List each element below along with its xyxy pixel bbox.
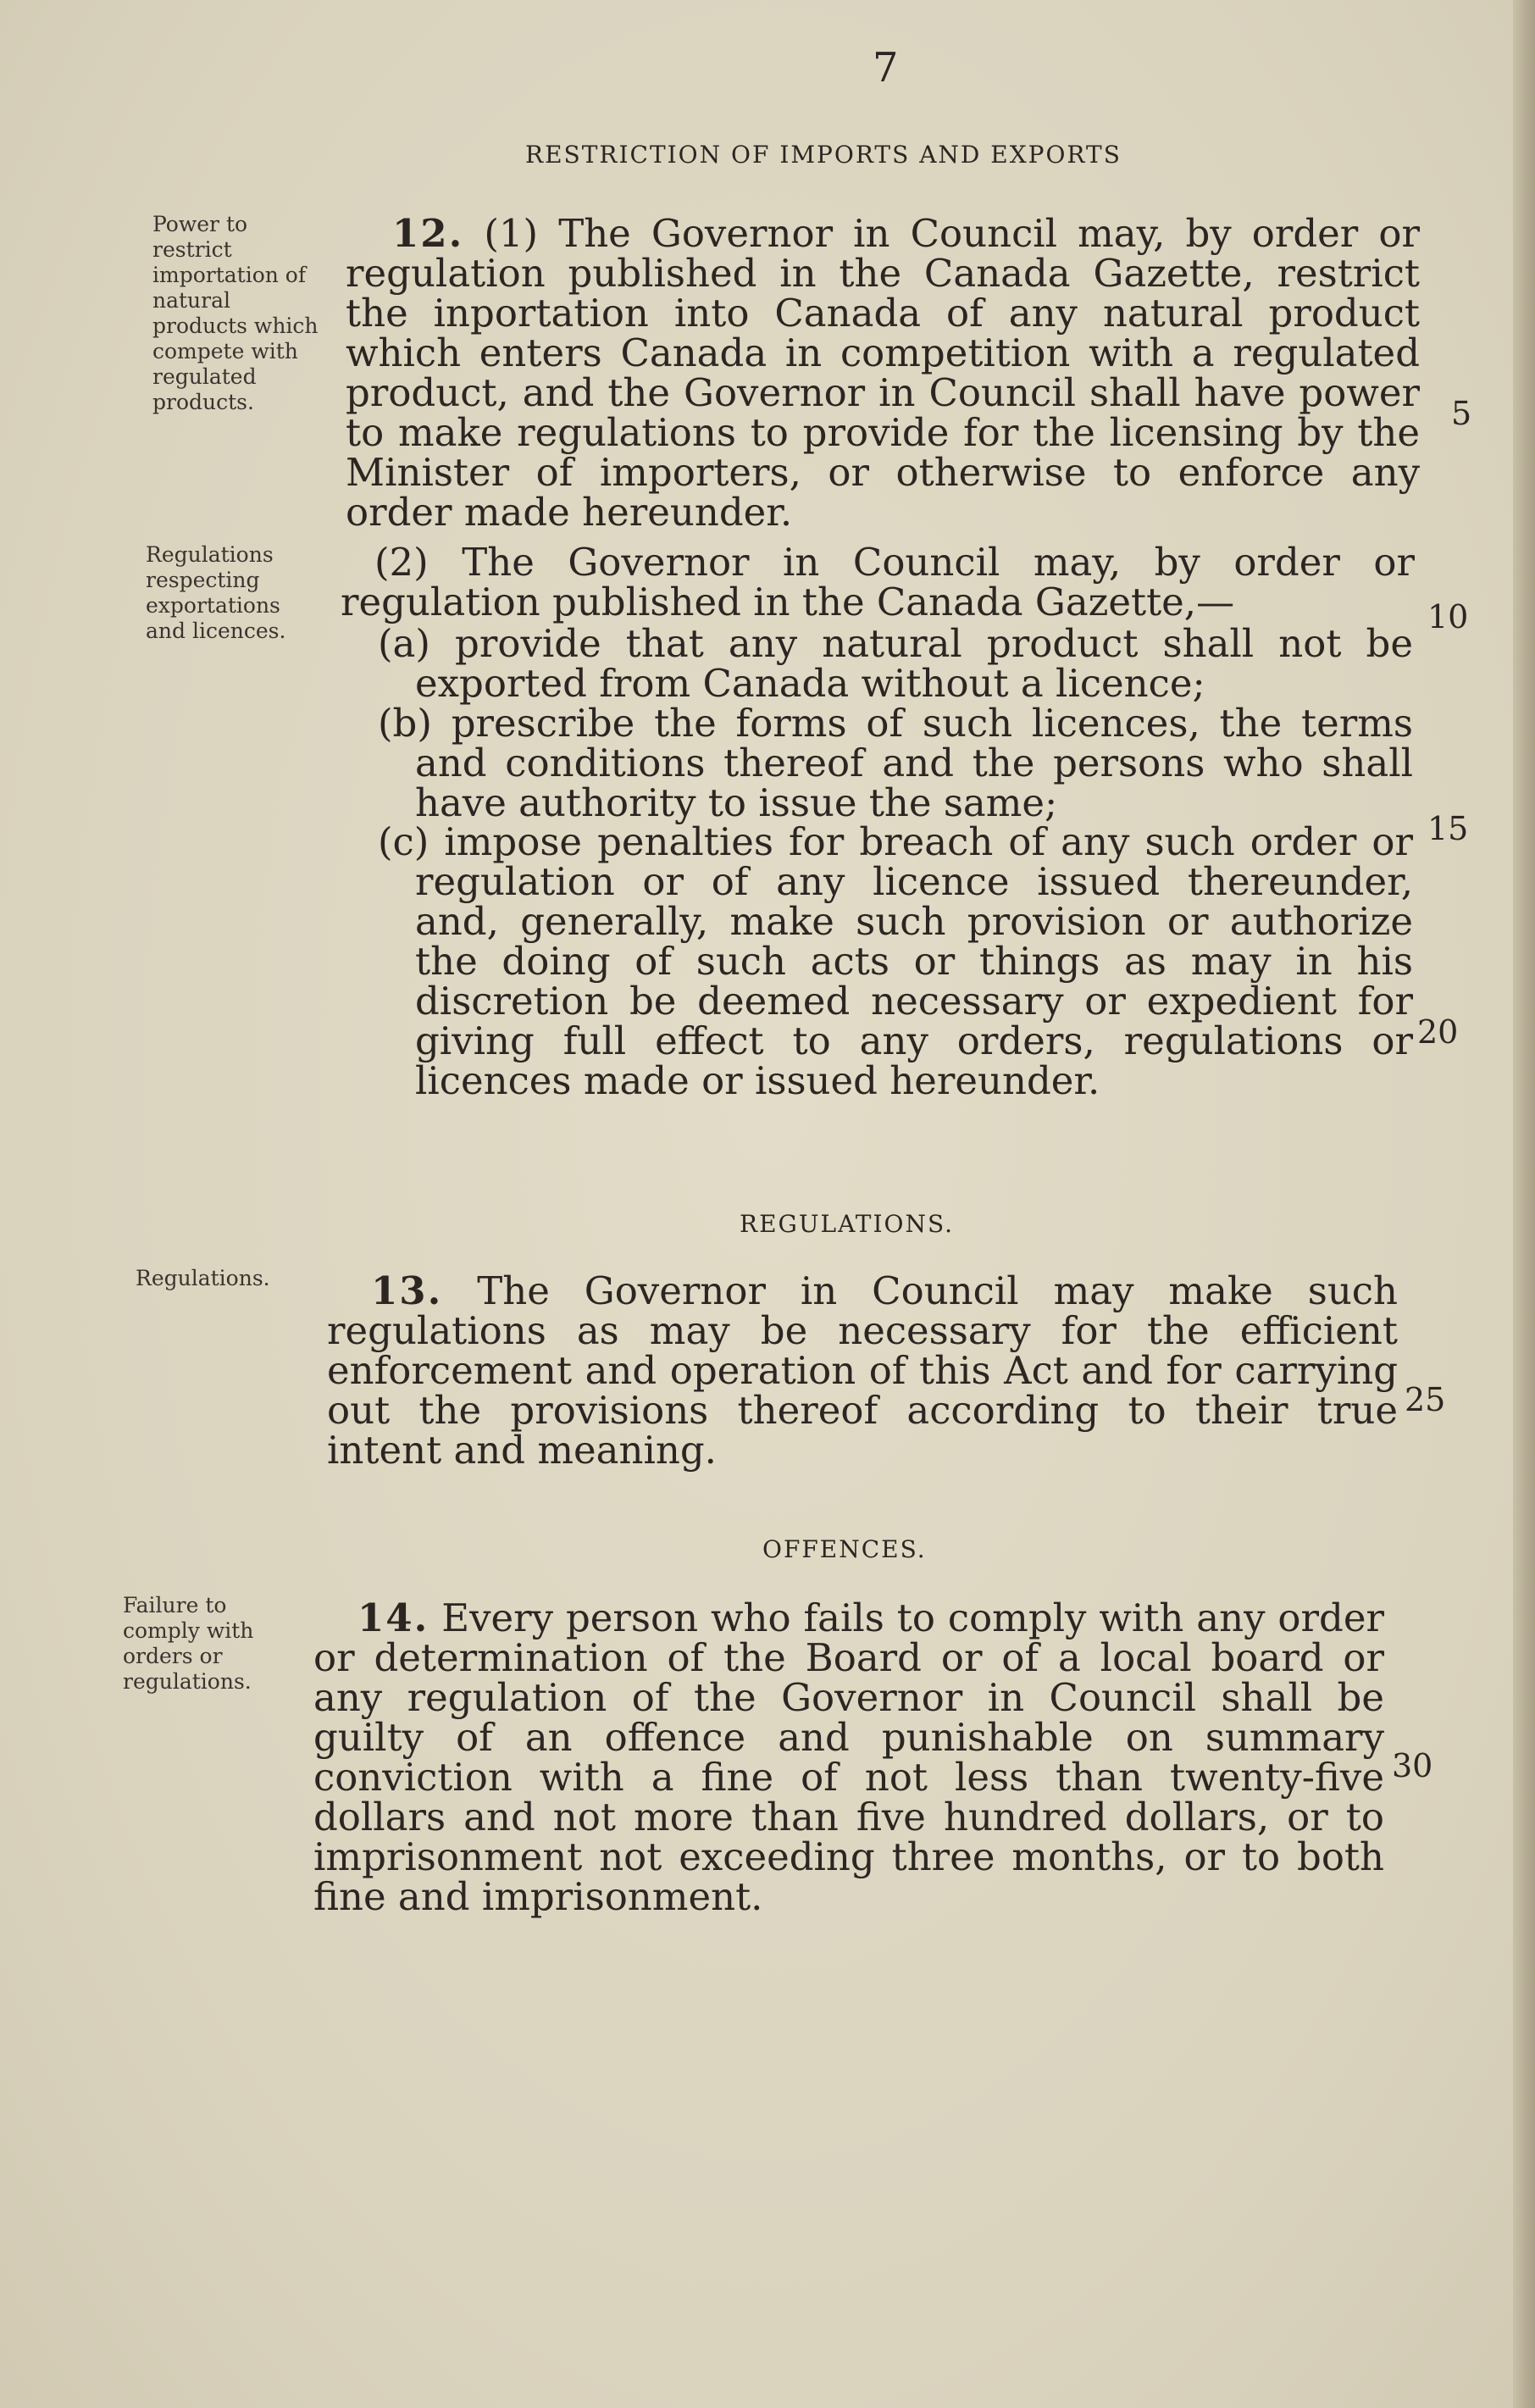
section-heading-offences: OFFENCES.: [762, 1535, 927, 1563]
section-14: [313, 1595, 1384, 1919]
section-13: [327, 1268, 1398, 1473]
line-number-15: 15: [1427, 810, 1469, 847]
section-12-1-text: (1) The Governor in Council may, by order or regulation published in the Canada Gazette, restrict the inportation into Canada of any natural product which enters Canada in competition with a regulated product, and the Governor in Council shall have power to make regulations to provide for the licensing by the Minister of importers, or otherwise to enforce any order made hereunder.: [346, 211, 1420, 535]
line-number-20: 20: [1417, 1013, 1459, 1051]
margin-note-power-to-restrict: Power to restrict importation of natural products which compete with regulated products.: [152, 212, 319, 414]
section-14-text: Every person who fails to comply with any order or determination of the Board or of a local board or any regulation of the Governor in Council shall be guilty of an offence and punishable on summary conviction with a fine of not less than twenty-five dollars and not more than five hundred dollars, or to imprisonment not exceeding three months, or to both fine and imprisonment.: [313, 1595, 1384, 1919]
line-number-10: 10: [1427, 598, 1469, 635]
margin-note-regulations-exportations: Regulations respecting exportations and licences.: [146, 542, 286, 643]
section-heading-restriction: RESTRICTION OF IMPORTS AND EXPORTS: [525, 141, 1122, 169]
section-12-2-b: (b) prescribe the forms of such licences, the terms and conditions thereof and the persons who shall have authority to issue the same;: [378, 701, 1413, 825]
section-12-1: [346, 211, 1420, 535]
section-13-text: The Governor in Council may make such regulations as may be necessary for the efficient enforcement and operation of this Act and for carrying out the provisions thereof according to their true intent and meaning.: [327, 1268, 1398, 1473]
section-number-13: 13.: [371, 1268, 443, 1313]
page-number: 7: [873, 44, 899, 92]
section-number-14: 14.: [357, 1595, 429, 1640]
section-12-2: (2) The Governor in Council may, by order or regulation published in the Canada Gazette,—: [341, 540, 1415, 624]
line-number-30: 30: [1392, 1747, 1433, 1784]
section-12-2-a: (a) provide that any natural product shall not be exported from Canada without a licence;: [378, 621, 1413, 706]
page-edge: [1513, 0, 1535, 2408]
line-number-5: 5: [1451, 395, 1472, 432]
line-number-25: 25: [1405, 1381, 1446, 1418]
margin-note-regulations: Regulations.: [136, 1266, 270, 1290]
section-12-2-c: (c) impose penalties for breach of any such order or regulation or of any licence issued thereunder, and, generally, make such provision or authorize the doing of such acts or things as may in his discretion be deemed necessary or expedient for giving full effect to any orders, regulations or licences made or issued hereunder.: [378, 819, 1413, 1103]
margin-note-failure-to-comply: Failure to comply with orders or regulations.: [123, 1593, 254, 1694]
section-number-12: 12.: [392, 211, 464, 256]
section-heading-regulations: REGULATIONS.: [740, 1210, 955, 1238]
